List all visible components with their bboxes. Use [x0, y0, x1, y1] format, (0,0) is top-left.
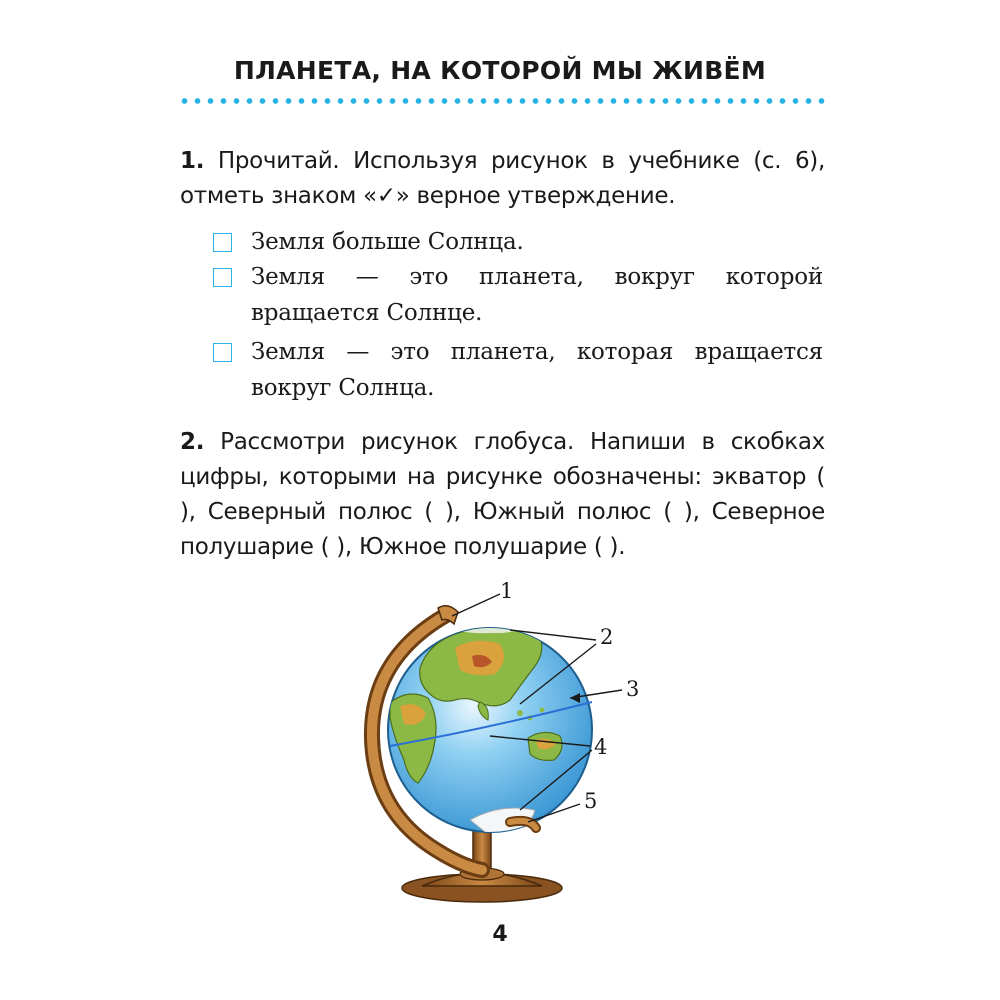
task-1-number: 1. [180, 148, 205, 174]
globe-label-5: 5 [584, 789, 598, 813]
option-3[interactable] [213, 334, 823, 406]
task-2-text: Рассмотри рисунок глобуса. Напиши в скобках цифры, которыми на рисунке обозначены: экватор ( ), Северный полюс ( ), Южный полюс ( ), Северное полушарие ( ), Южное полушарие ( ). [180, 429, 825, 560]
option-1-checkbox[interactable] [213, 233, 232, 252]
option-1[interactable] [213, 224, 823, 260]
option-1-label: Земля больше Солнца. [251, 229, 524, 255]
page-title: ПЛАНЕТА, НА КОТОРОЙ МЫ ЖИВЁМ [233, 56, 767, 85]
option-2[interactable] [213, 259, 823, 331]
task-1-text: Прочитай. Используя рисунок в учебнике (с. 6), отметь знаком «✓» верное утверждение. [180, 148, 825, 209]
task-2 [180, 425, 825, 565]
option-2-label: Земля — это планета, вокруг которой вращается Солнце. [251, 264, 823, 326]
option-3-checkbox[interactable] [213, 343, 232, 362]
task-2-number: 2. [180, 429, 205, 455]
dotted-divider [178, 97, 828, 105]
page-number: 4 [492, 922, 508, 947]
globe-illustration [360, 578, 670, 908]
option-2-checkbox[interactable] [213, 268, 232, 287]
globe-label-2: 2 [600, 625, 614, 649]
globe-sphere [388, 623, 592, 836]
option-3-label: Земля — это планета, которая вращается вокруг Солнца. [251, 339, 823, 401]
globe-label-1: 1 [500, 579, 514, 603]
task-1 [180, 144, 825, 214]
globe-label-4: 4 [594, 735, 608, 759]
globe-label-3: 3 [626, 677, 640, 701]
